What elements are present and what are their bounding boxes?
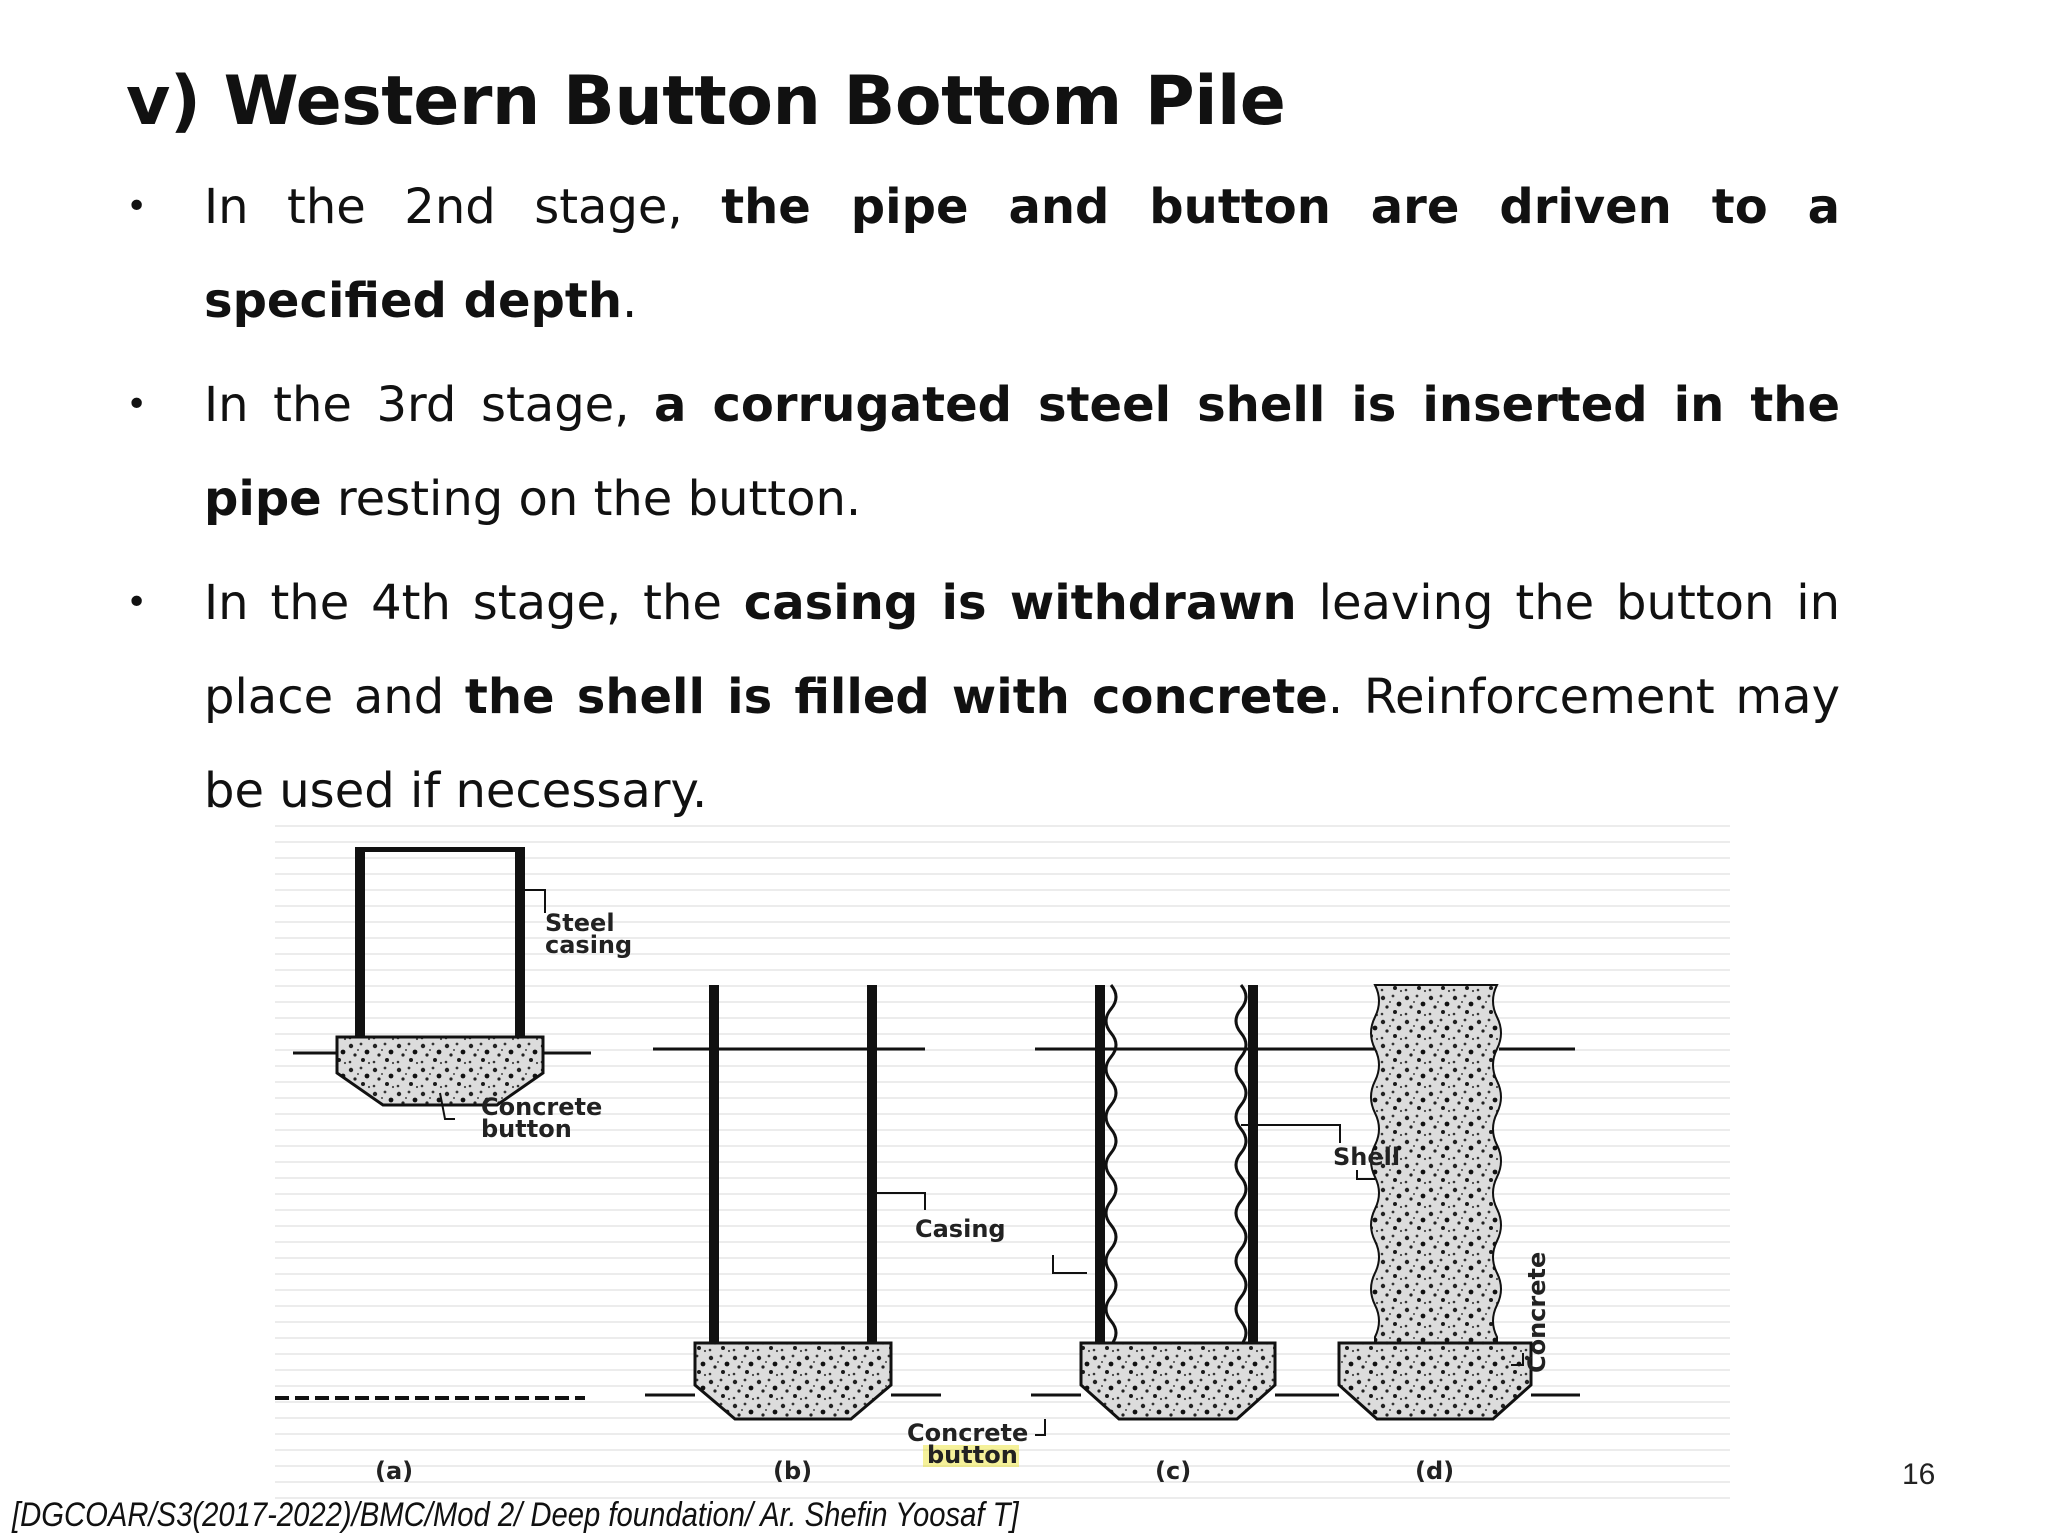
concrete-button-label: Concrete xyxy=(907,1419,1029,1447)
bullet-glyph: • xyxy=(126,384,148,425)
concrete-button-label: button xyxy=(481,1115,572,1143)
bullet-text: In the 2nd stage, xyxy=(204,179,722,235)
bullet-bold-text: the pipe and button are driven to a specified depth xyxy=(204,179,1841,329)
concrete-button xyxy=(1081,1343,1275,1419)
bullet-bold-text: casing is withdrawn xyxy=(743,575,1297,631)
bullet-list xyxy=(126,160,1840,848)
bullet-item xyxy=(126,556,1840,838)
bullet-text: . xyxy=(621,273,638,329)
bullet-item xyxy=(126,358,1840,546)
bullet-item xyxy=(126,160,1840,348)
bullet-glyph: • xyxy=(126,186,148,227)
concrete-button xyxy=(1339,1343,1531,1419)
slide-title: v) Western Button Bottom Pile xyxy=(126,62,1286,141)
casing-left-wall xyxy=(709,985,719,1383)
bullet-text: In the 4th stage, the xyxy=(204,575,744,631)
casing-left-wall xyxy=(1095,985,1105,1383)
steel-casing-label: Steel xyxy=(545,909,615,937)
bullet-bold-text: the shell is filled with concrete xyxy=(464,669,1328,725)
casing-right-wall xyxy=(1248,985,1258,1383)
bullet-glyph: • xyxy=(126,582,148,623)
casing-right-wall xyxy=(867,985,877,1383)
bullet-text: In the 3rd stage, xyxy=(204,377,655,433)
pile-stages-figure xyxy=(275,825,1730,1500)
page-number: 16 xyxy=(1902,1458,1936,1491)
footer-reference: [DGCOAR/S3(2017-2022)/BMC/Mod 2/ Deep foundation/ Ar. Shefin Yoosaf T] xyxy=(12,1496,1019,1534)
bullet-text: resting on the button. xyxy=(321,471,862,527)
concrete-button-label: Concrete xyxy=(481,1093,603,1121)
stage-label-c: (c) xyxy=(1155,1457,1192,1485)
stage-label-a: (a) xyxy=(375,1457,414,1485)
steel-casing-label: casing xyxy=(545,931,633,959)
concrete-label: Concrete xyxy=(1523,1251,1551,1373)
casing-label: Casing xyxy=(915,1215,1006,1243)
concrete-button-label: button xyxy=(927,1441,1018,1469)
stage-label-b: (b) xyxy=(773,1457,813,1485)
steel-casing-right-wall xyxy=(515,847,525,1037)
bullet-text: leaving the button in place and xyxy=(204,575,1841,725)
concrete-button xyxy=(695,1343,891,1419)
steel-casing-left-wall xyxy=(355,847,365,1037)
stage-label-d: (d) xyxy=(1415,1457,1455,1485)
bullet-text: . Reinforcement may be used if necessary. xyxy=(204,669,1841,819)
bullet-bold-text: a corrugated steel shell is inserted in the pipe xyxy=(204,377,1841,527)
steel-casing-top xyxy=(355,847,525,852)
shell-label: Shell xyxy=(1333,1143,1401,1171)
